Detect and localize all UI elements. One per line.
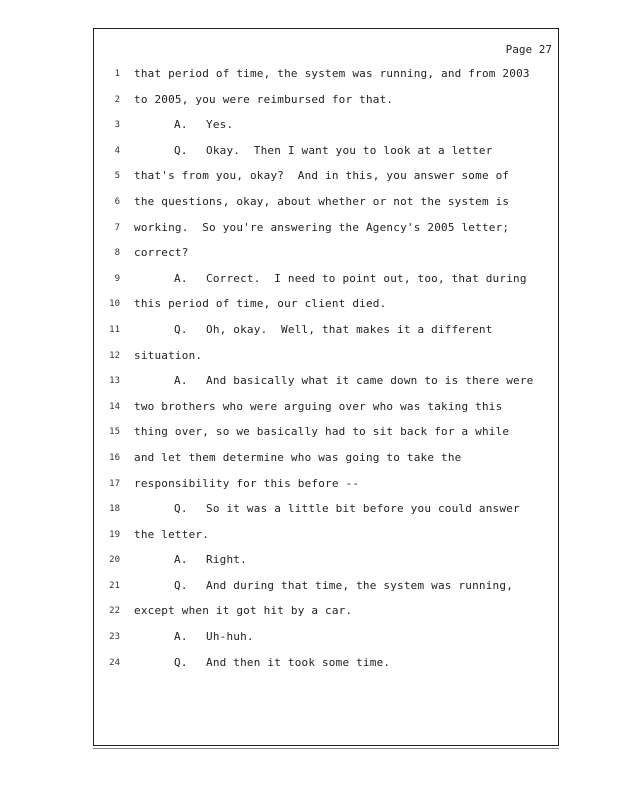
line-body: And during that time, the system was running, <box>206 578 514 592</box>
line-body: thing over, so we basically had to sit back for a while <box>134 425 510 439</box>
line-text <box>134 425 550 438</box>
line-text <box>134 221 550 234</box>
line-body: Uh-huh. <box>206 630 254 644</box>
speaker-label: A. <box>174 118 188 132</box>
line-number: 14 <box>109 401 120 412</box>
transcript-line <box>94 553 558 579</box>
line-body: the letter. <box>134 527 210 541</box>
line-number: 23 <box>109 632 120 643</box>
transcript-line <box>94 400 558 426</box>
transcript-line <box>94 246 558 272</box>
line-text <box>134 502 550 515</box>
line-body: two brothers who were arguing over who was taking this <box>134 399 503 413</box>
line-number: 8 <box>114 248 120 259</box>
line-text <box>134 630 550 643</box>
transcript-line <box>94 579 558 605</box>
transcript-page <box>93 28 559 746</box>
transcript-line <box>94 528 558 554</box>
line-number: 3 <box>114 120 120 131</box>
transcript-line <box>94 656 558 682</box>
line-number: 10 <box>109 299 120 310</box>
line-text <box>134 477 550 490</box>
speaker-label: A. <box>174 374 188 388</box>
speaker-label: Q. <box>174 143 188 157</box>
page-number: Page 27 <box>505 43 552 56</box>
transcript-line <box>94 93 558 119</box>
line-body: And basically what it came down to is there were <box>206 374 534 388</box>
line-body: this period of time, our client died. <box>134 297 387 311</box>
line-text <box>134 349 550 362</box>
speaker-label: Q. <box>174 655 188 669</box>
line-body: responsibility for this before -- <box>134 476 360 490</box>
line-number: 2 <box>114 94 120 105</box>
transcript-line <box>94 451 558 477</box>
line-text <box>134 656 550 669</box>
line-text <box>134 400 550 413</box>
line-body: and let them determine who was going to take the <box>134 450 462 464</box>
line-body: correct? <box>134 246 189 260</box>
line-text <box>134 297 550 310</box>
speaker-label: A. <box>174 630 188 644</box>
line-number: 12 <box>109 350 120 361</box>
line-body: Oh, okay. Well, that makes it a different <box>206 322 493 336</box>
transcript-line <box>94 195 558 221</box>
line-number: 6 <box>114 196 120 207</box>
transcript-line <box>94 323 558 349</box>
line-body: And then it took some time. <box>206 655 391 669</box>
line-number: 17 <box>109 478 120 489</box>
line-body: that's from you, okay? And in this, you answer some of <box>134 169 510 183</box>
line-number: 1 <box>114 69 120 79</box>
speaker-label: A. <box>174 271 188 285</box>
line-text <box>134 604 550 617</box>
line-text <box>134 323 550 336</box>
line-body: to 2005, you were reimbursed for that. <box>134 92 394 106</box>
transcript-line <box>94 169 558 195</box>
transcript-line <box>94 221 558 247</box>
transcript-line <box>94 118 558 144</box>
line-body: Correct. I need to point out, too, that during <box>206 271 527 285</box>
line-text <box>134 579 550 592</box>
line-text <box>134 67 550 80</box>
speaker-label: Q. <box>174 578 188 592</box>
line-number: 21 <box>109 580 120 591</box>
line-body: So it was a little bit before you could answer <box>206 502 520 516</box>
line-number: 19 <box>109 529 120 540</box>
speaker-label: Q. <box>174 502 188 516</box>
line-number: 15 <box>109 427 120 438</box>
line-number: 4 <box>114 145 120 156</box>
line-number: 16 <box>109 452 120 463</box>
line-number: 9 <box>114 273 120 284</box>
line-number: 22 <box>109 606 120 617</box>
transcript-line <box>94 67 558 93</box>
transcript-line <box>94 144 558 170</box>
line-text <box>134 528 550 541</box>
transcript-line <box>94 297 558 323</box>
line-text <box>134 246 550 259</box>
line-text <box>134 195 550 208</box>
line-text <box>134 374 550 387</box>
speaker-label: Q. <box>174 322 188 336</box>
line-text <box>134 553 550 566</box>
line-body: Okay. Then I want you to look at a letter <box>206 143 493 157</box>
line-text <box>134 118 550 131</box>
bottom-rule <box>93 748 559 749</box>
transcript-lines <box>94 67 558 681</box>
speaker-label: A. <box>174 553 188 567</box>
transcript-line <box>94 604 558 630</box>
line-body: situation. <box>134 348 203 362</box>
line-text <box>134 169 550 182</box>
line-body: the questions, okay, about whether or not the system is <box>134 194 510 208</box>
transcript-line <box>94 630 558 656</box>
transcript-line <box>94 502 558 528</box>
transcript-line <box>94 272 558 298</box>
line-number: 11 <box>109 324 120 335</box>
line-body: Yes. <box>206 118 234 132</box>
line-body: Right. <box>206 553 247 567</box>
line-number: 7 <box>114 222 120 233</box>
transcript-line <box>94 477 558 503</box>
transcript-line <box>94 349 558 375</box>
line-text <box>134 272 550 285</box>
transcript-line <box>94 374 558 400</box>
line-number: 18 <box>109 504 120 515</box>
line-text <box>134 144 550 157</box>
line-text <box>134 93 550 106</box>
transcript-line <box>94 425 558 451</box>
line-number: 13 <box>109 376 120 387</box>
line-text <box>134 451 550 464</box>
line-number: 24 <box>109 657 120 668</box>
line-body: except when it got hit by a car. <box>134 604 353 618</box>
line-number: 5 <box>114 171 120 182</box>
line-number: 20 <box>109 555 120 566</box>
line-body: working. So you're answering the Agency's 2005 letter; <box>134 220 510 234</box>
line-body: that period of time, the system was running, and from 2003 <box>134 67 530 80</box>
